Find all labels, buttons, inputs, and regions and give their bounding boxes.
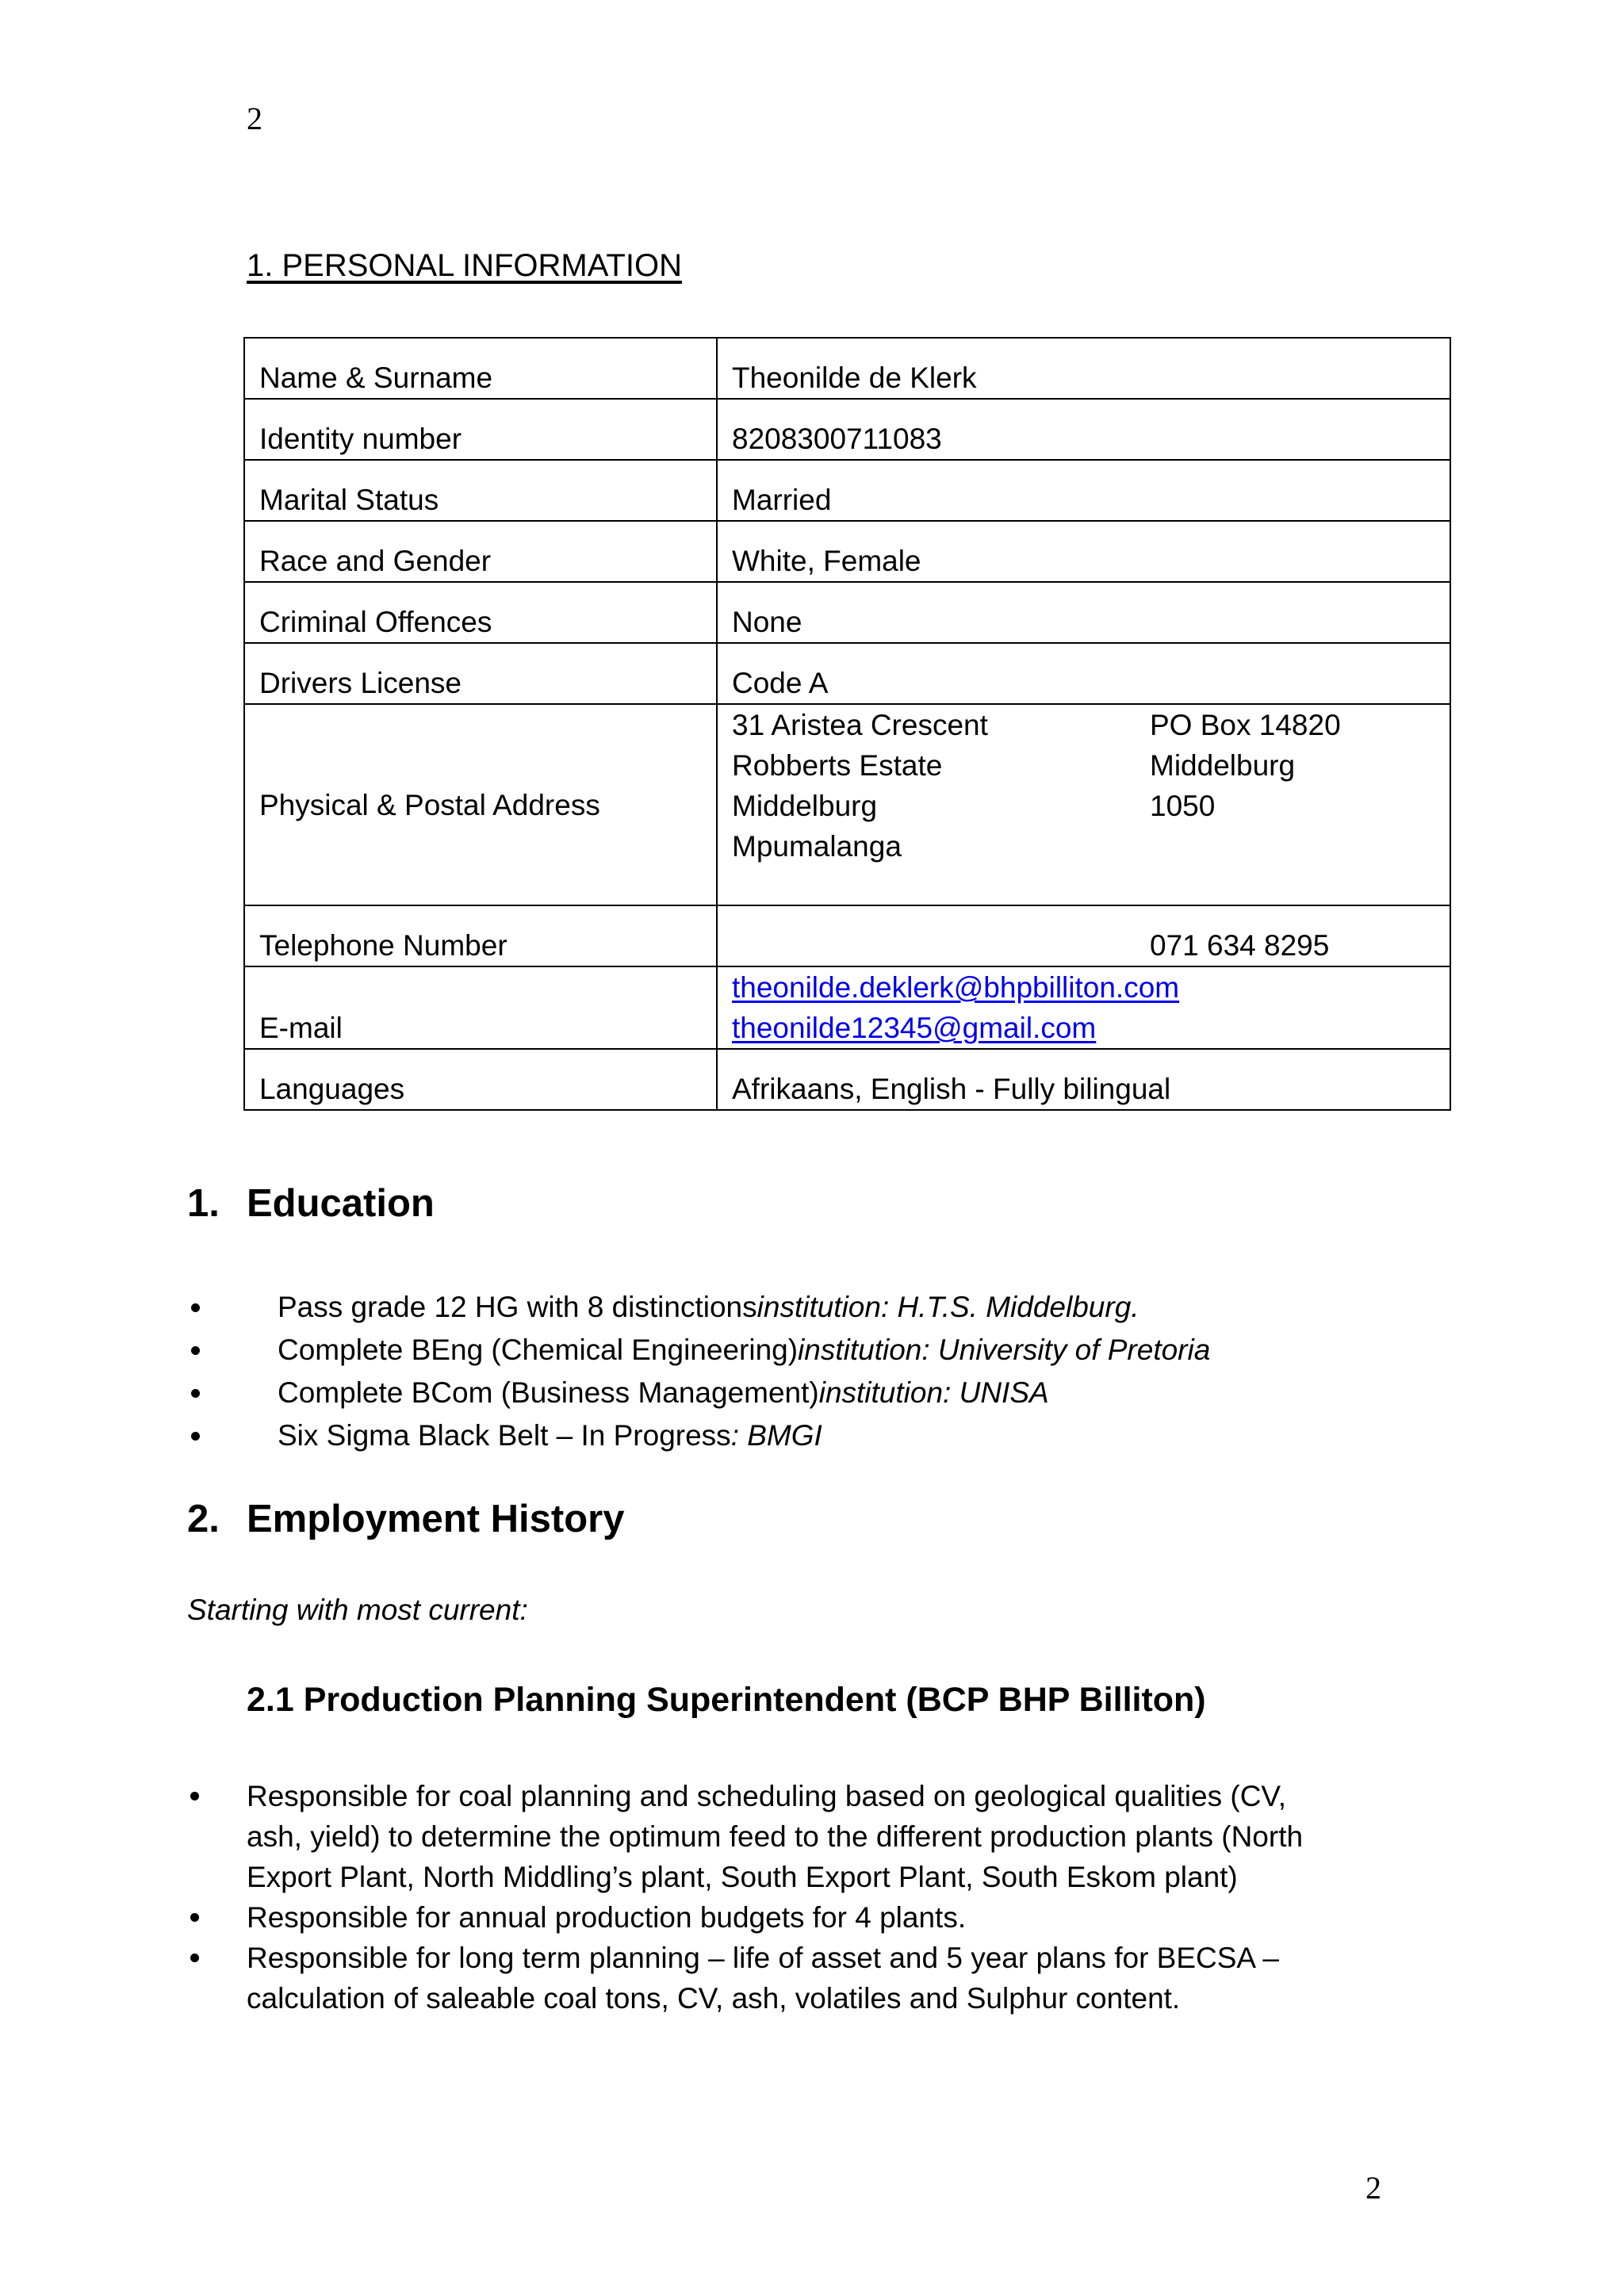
list-item: [187, 1329, 1210, 1372]
education-item-institution: institution: H.T.S. Middelburg.: [756, 1291, 1139, 1323]
postal-address-line: 1050: [1150, 790, 1216, 822]
license-value: Code A: [717, 643, 1450, 704]
employment-heading: [187, 1497, 624, 1541]
education-item-text: Complete BCom (Business Management): [278, 1376, 819, 1409]
table-row: [244, 704, 1450, 905]
physical-address-line: 31 Aristea Crescent: [732, 709, 988, 741]
personal-info-heading: 1. PERSONAL INFORMATION: [247, 248, 682, 283]
education-item-institution: : BMGI: [730, 1419, 822, 1452]
email-cell: [717, 966, 1450, 1049]
bullet-icon: [190, 1792, 199, 1800]
physical-address-line: Robberts Estate: [732, 749, 943, 782]
postal-address: [1150, 705, 1435, 867]
education-item-institution: institution: University of Pretoria: [798, 1334, 1211, 1366]
education-heading-text: Education: [247, 1182, 435, 1225]
responsibility-text: Responsible for coal planning and scheduling based on geological qualities (CV, ash, yield) to determine the optimum feed to the different production plants (North Export Plant, North Middling’s plant, South Export Plant, South Eskom plant): [247, 1780, 1304, 1893]
table-row: [244, 905, 1450, 966]
identity-label: Identity number: [244, 399, 717, 460]
responsibility-text: Responsible for long term planning – life of asset and 5 year plans for BECSA – calculation of saleable coal tons, CV, ash, volatiles and Sulphur content.: [247, 1942, 1279, 2015]
bullet-icon: [191, 1389, 200, 1398]
employment-note: Starting with most current:: [187, 1594, 528, 1626]
name-value: Theonilde de Klerk: [717, 338, 1450, 399]
list-item: [187, 1897, 1337, 1938]
table-row: [244, 399, 1450, 460]
education-item-text: Six Sigma Black Belt – In Progress: [278, 1419, 731, 1452]
physical-address-line: Mpumalanga: [732, 830, 902, 863]
race-gender-label: Race and Gender: [244, 521, 717, 582]
table-row: [244, 1049, 1450, 1110]
bullet-icon: [191, 1432, 200, 1441]
list-item: [187, 1286, 1210, 1329]
marital-value: Married: [717, 460, 1450, 521]
address-label: Physical & Postal Address: [244, 704, 717, 905]
bullet-icon: [190, 1954, 199, 1962]
education-heading-number: 1.: [187, 1182, 220, 1225]
education-heading: [187, 1181, 435, 1226]
table-row: [244, 582, 1450, 643]
physical-address: [732, 705, 1150, 867]
name-label: Name & Surname: [244, 338, 717, 399]
license-label: Drivers License: [244, 643, 717, 704]
email-link-work[interactable]: theonilde.deklerk@bhpbilliton.com: [732, 971, 1180, 1004]
employment-heading-text: Employment History: [247, 1498, 625, 1540]
table-row: [244, 966, 1450, 1049]
telephone-cell: [717, 905, 1450, 966]
page-number-top: 2: [247, 101, 262, 136]
responsibility-text: Responsible for annual production budgets for 4 plants.: [247, 1901, 967, 1934]
identity-value: 8208300711083: [717, 399, 1450, 460]
table-row: [244, 643, 1450, 704]
languages-label: Languages: [244, 1049, 717, 1110]
address-value: [717, 704, 1450, 905]
table-row: [244, 338, 1450, 399]
marital-label: Marital Status: [244, 460, 717, 521]
telephone-value: 071 634 8295: [1150, 929, 1330, 962]
job-title: 2.1 Production Planning Superintendent (BCP BHP Billiton): [247, 1681, 1206, 1719]
table-row: [244, 521, 1450, 582]
telephone-label: Telephone Number: [244, 905, 717, 966]
bullet-icon: [190, 1913, 199, 1922]
list-item: [187, 1776, 1337, 1897]
employment-heading-number: 2.: [187, 1498, 220, 1540]
bullet-icon: [191, 1346, 200, 1355]
physical-address-line: Middelburg: [732, 790, 878, 822]
postal-address-line: PO Box 14820: [1150, 709, 1341, 741]
education-item-institution: institution: UNISA: [818, 1376, 1049, 1409]
languages-value: Afrikaans, English - Fully bilingual: [717, 1049, 1450, 1110]
criminal-label: Criminal Offences: [244, 582, 717, 643]
list-item: [187, 1414, 1210, 1457]
page-number-bottom: 2: [1365, 2170, 1381, 2206]
education-list: [187, 1286, 1210, 1457]
bullet-icon: [191, 1303, 200, 1312]
email-label: E-mail: [244, 966, 717, 1049]
table-row: [244, 460, 1450, 521]
email-link-personal[interactable]: theonilde12345@gmail.com: [732, 1012, 1097, 1044]
list-item: [187, 1938, 1337, 2019]
race-gender-value: White, Female: [717, 521, 1450, 582]
criminal-value: None: [717, 582, 1450, 643]
list-item: [187, 1372, 1210, 1414]
education-item-text: Pass grade 12 HG with 8 distinctions: [278, 1291, 757, 1323]
postal-address-line: Middelburg: [1150, 749, 1296, 782]
personal-info-table: [243, 337, 1451, 1111]
education-item-text: Complete BEng (Chemical Engineering): [278, 1334, 799, 1366]
responsibility-list: [187, 1776, 1337, 2019]
